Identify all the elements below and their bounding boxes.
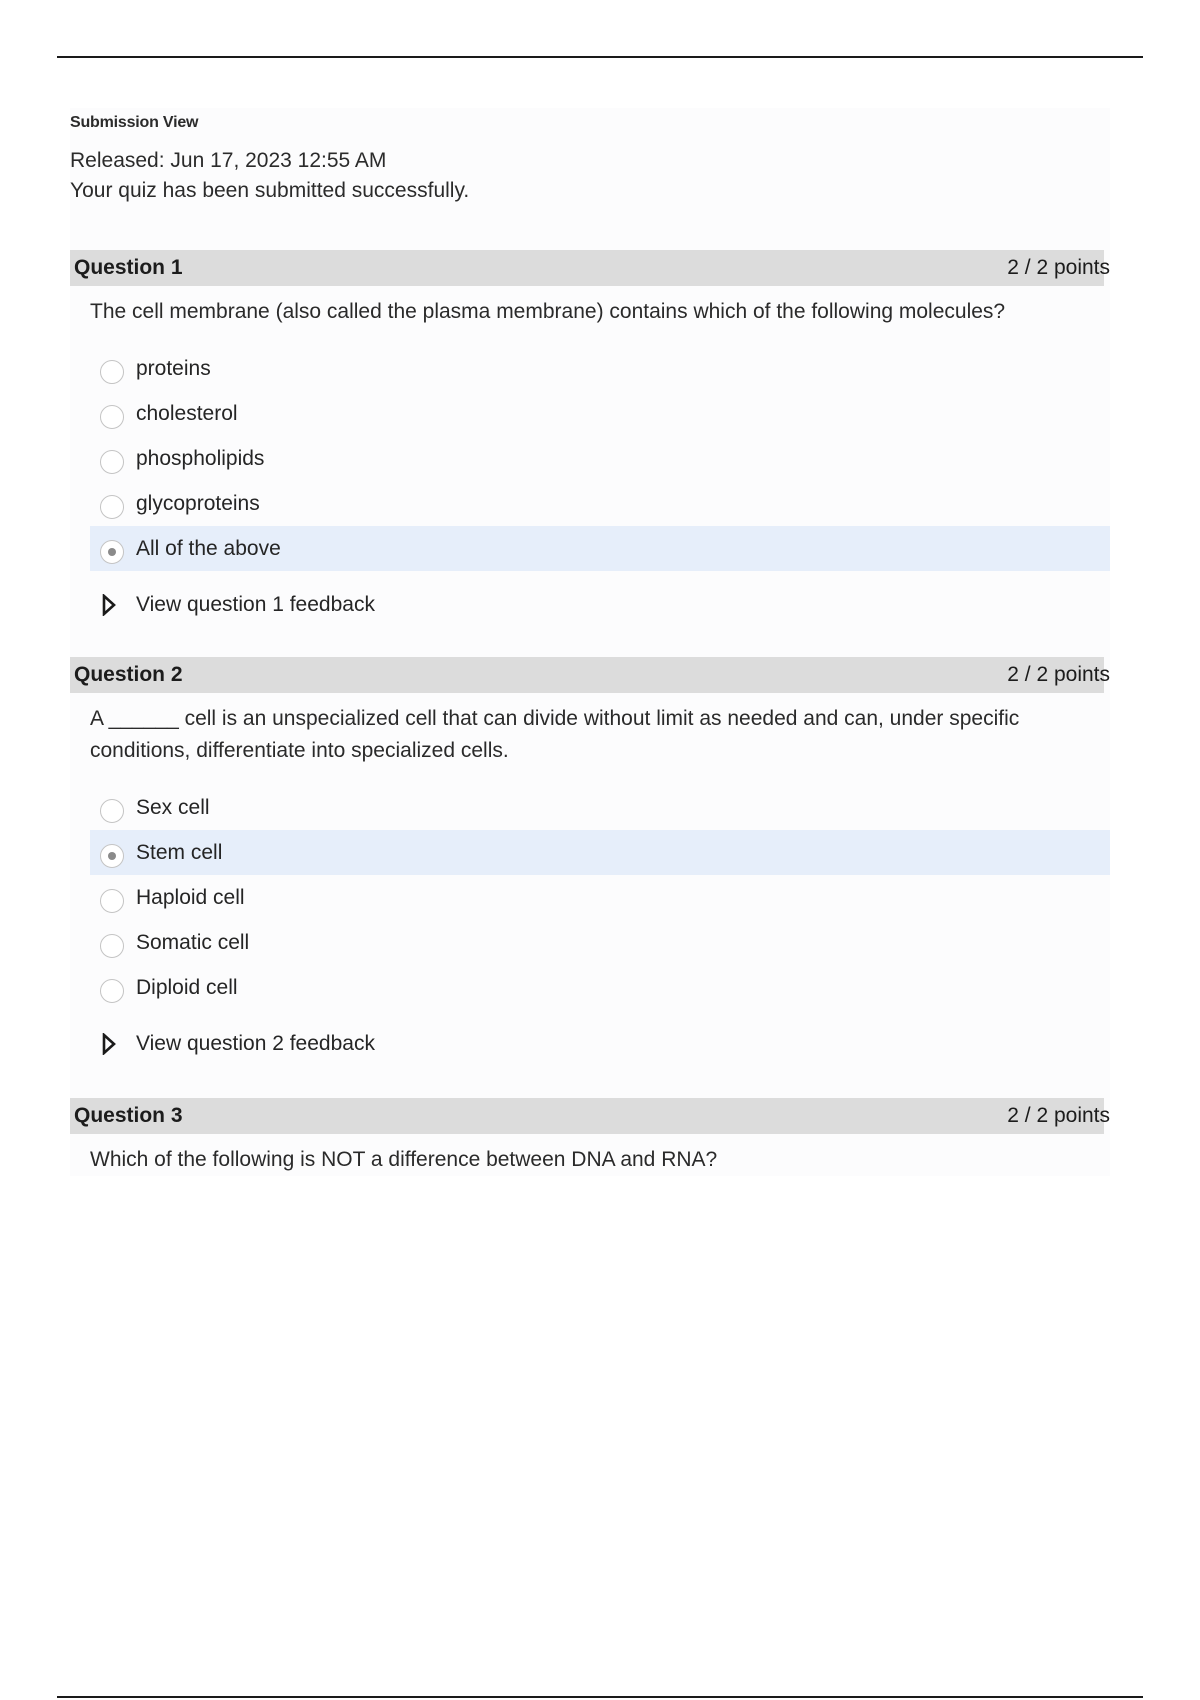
view-feedback-toggle[interactable] xyxy=(102,593,1110,617)
option-label: Stem cell xyxy=(136,840,223,864)
answer-option[interactable] xyxy=(90,785,1110,830)
answer-option[interactable] xyxy=(90,481,1110,526)
page-title: Submission View xyxy=(70,114,199,131)
question-3 xyxy=(70,1098,1110,1176)
answer-option[interactable] xyxy=(90,920,1110,965)
radio-button[interactable] xyxy=(100,405,124,429)
radio-button[interactable] xyxy=(100,889,124,913)
question-points: 2 / 2 points xyxy=(1007,1104,1110,1127)
radio-button[interactable] xyxy=(100,799,124,823)
question-header xyxy=(70,250,1110,286)
expand-triangle-icon xyxy=(102,594,116,616)
released-date: Released: Jun 17, 2023 12:55 AM xyxy=(70,149,387,172)
feedback-label: View question 2 feedback xyxy=(136,1032,375,1055)
option-label: Haploid cell xyxy=(136,885,245,909)
question-title: Question 2 xyxy=(74,663,183,686)
question-points: 2 / 2 points xyxy=(1007,663,1110,686)
radio-button[interactable] xyxy=(100,360,124,384)
answer-option[interactable] xyxy=(90,965,1110,1010)
feedback-label: View question 1 feedback xyxy=(136,593,375,616)
radio-button[interactable] xyxy=(100,934,124,958)
question-2 xyxy=(70,657,1110,1056)
option-label: Sex cell xyxy=(136,795,210,819)
question-title: Question 3 xyxy=(74,1104,183,1127)
option-label: Somatic cell xyxy=(136,930,250,954)
answer-option-selected[interactable] xyxy=(90,526,1110,571)
answer-options xyxy=(90,346,1110,571)
answer-option-selected[interactable] xyxy=(90,830,1110,875)
answer-option[interactable] xyxy=(90,391,1110,436)
radio-button[interactable] xyxy=(100,450,124,474)
submission-content xyxy=(70,108,1110,1176)
radio-button-checked[interactable] xyxy=(100,540,124,564)
answer-option[interactable] xyxy=(90,875,1110,920)
question-header xyxy=(70,657,1110,693)
option-label: All of the above xyxy=(136,536,281,560)
option-label: glycoproteins xyxy=(136,491,260,515)
option-label: proteins xyxy=(136,356,211,380)
submission-status: Your quiz has been submitted successfully. xyxy=(70,179,470,202)
question-points: 2 / 2 points xyxy=(1007,256,1110,279)
answer-option[interactable] xyxy=(90,436,1110,481)
answer-option[interactable] xyxy=(90,346,1110,391)
radio-button[interactable] xyxy=(100,979,124,1003)
bottom-divider xyxy=(57,1696,1143,1698)
top-divider xyxy=(57,56,1143,58)
view-feedback-toggle[interactable] xyxy=(102,1032,1110,1056)
question-title: Question 1 xyxy=(74,256,183,279)
answer-options xyxy=(90,785,1110,1010)
radio-button-checked[interactable] xyxy=(100,844,124,868)
question-text: The cell membrane (also called the plasma membrane) contains which of the following molecules? xyxy=(90,300,1006,323)
expand-triangle-icon xyxy=(102,1033,116,1055)
question-text: Which of the following is NOT a difference between DNA and RNA? xyxy=(90,1148,718,1171)
question-header xyxy=(70,1098,1110,1134)
option-label: Diploid cell xyxy=(136,975,238,999)
question-1 xyxy=(70,250,1110,617)
question-text: A ______ cell is an unspecialized cell that can divide without limit as needed and can, under specific conditions, differentiate into specialized cells. xyxy=(90,707,1020,762)
radio-button[interactable] xyxy=(100,495,124,519)
option-label: cholesterol xyxy=(136,401,238,425)
option-label: phospholipids xyxy=(136,446,265,470)
